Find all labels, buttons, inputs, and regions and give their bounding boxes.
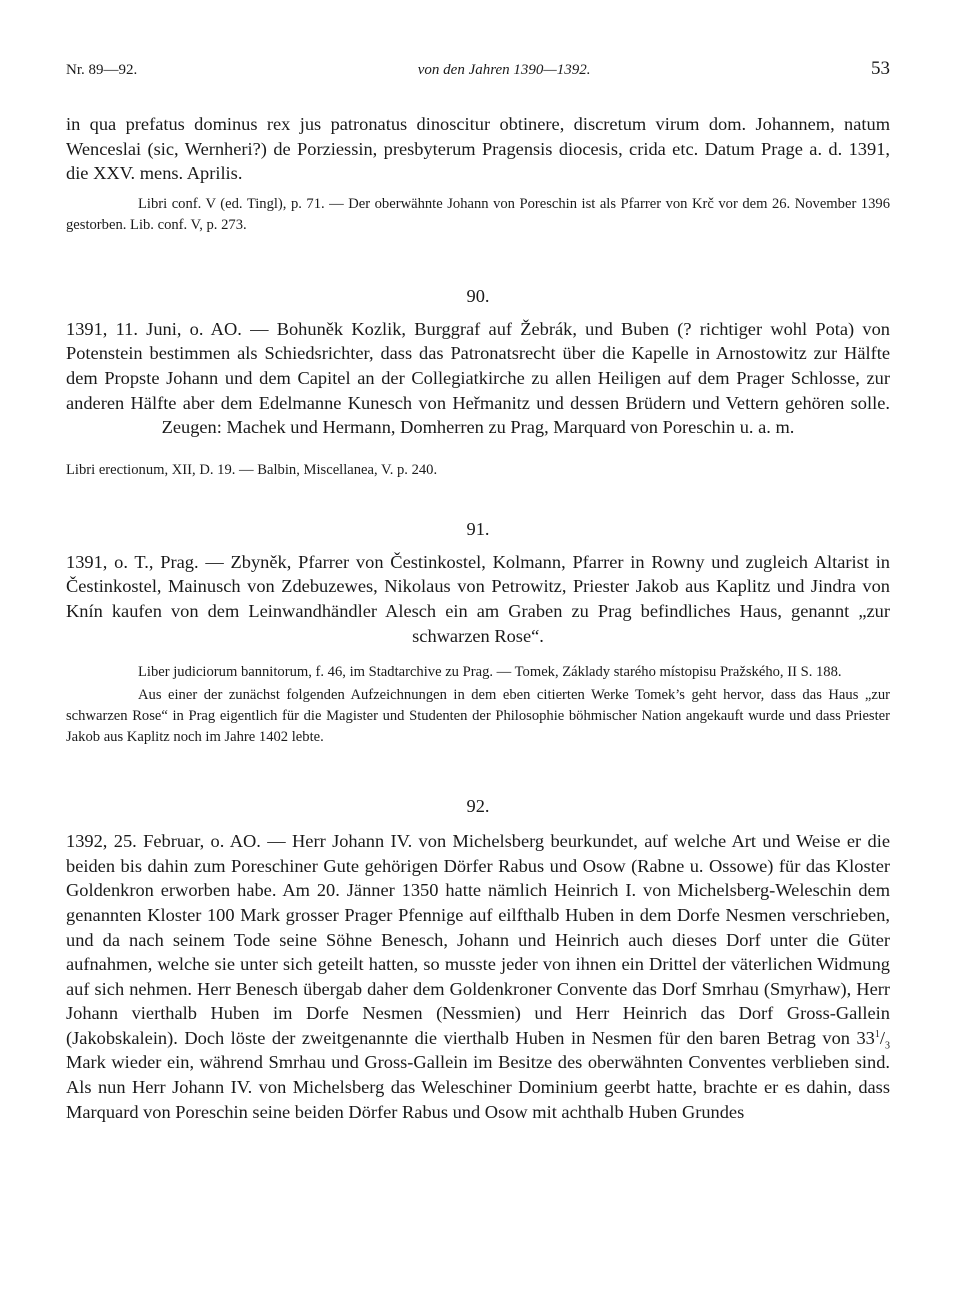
header-entry-range: Nr. 89—92. (66, 62, 138, 78)
entry-92-body-part-b: Mark wieder ein, während Smrhau und Gross-Gallein im Besitze des oberwähnten Conventes verblieben sind. Als nun Herr Johann IV. von Michelsberg das Weleschiner Dominium geerbt hatte, brachte er es dahin, dass Marquard von Poreschin seine beiden Dörfer Rabus und Osow mit achthalb Huben Grundes (66, 1052, 890, 1122)
entry-90-note: Libri erectionum, XII, D. 19. — Balbin, Miscellanea, V. p. 240. (66, 461, 438, 478)
amount-numerator: 1 (874, 1028, 880, 1040)
entry-92-number: 92. (466, 796, 490, 817)
page-number: 53 (871, 58, 890, 79)
entry-91-note-comment: Aus einer der zunächst folgenden Aufzeichnungen in dem eben citierten Werke Tomek’s geht hervor, dass das Haus „zur schwarzen Rose“ in Prag eigentlich für die Magister und Studenten der Philosophie böhmischer Nation angekauft wurde und dass Priester Jakob aus Kaplitz noch im Jahre 1402 lebte. (66, 687, 890, 746)
entry-89-body: in qua prefatus dominus rex jus patronatus dinoscitur obtinere, discretum virum dom. Johannem, natum Wenceslai (sic, Wernheri?) de Porziessin, presbyterum Pragensis diocesis, crida etc. Datum Prage a. d. 1391, die XXV. mens. Aprilis. (66, 114, 890, 184)
header-title: von den Jahren 1390—1392. (417, 62, 591, 78)
entry-91-number: 91. (466, 518, 490, 539)
document-page (66, 58, 890, 1124)
entry-90-body: 1391, 11. Juni, o. AO. — Bohuněk Kozlik, Burggraf auf Žebrák, und Buben (? richtiger wohl Pota) von Potenstein bestimmen als Schiedsrichter, dass das Patronatsrecht über die Kapelle in Arnostowitz zur Hälfte dem Propste Johann und dem Capitel an der Collegiatkirche zu allen Heiligen auf dem Prager Schlosse, zur anderen Hälfte aber dem Edelmanne Kunesch von Heřmanitz und dessen Brüdern und Vettern gehören solle. Zeugen: Machek und Hermann, Domherren zu Prag, Marquard von Poreschin u. a. m. (66, 318, 890, 438)
entry-92-body-part-a: 1392, 25. Februar, o. AO. — Herr Johann IV. von Michelsberg beurkundet, auf welche Art und Weise er die beiden bis dahin zum Poreschiner Gute gehörigen Dörfer Rabus und Osow (Rabne u. Ossowe) für das Kloster Goldenkron erworben habe. Am 20. Jänner 1350 hatte nämlich Heinrich I. von Michelsberg-Weleschin dem genannten Kloster 100 Mark grosser Prager Pfennige auf eilfthalb Huben in dem Dorfe Nesmen verschrieben, und da nach seinem Tode seine Söhne Benesch, Johann und Heinrich auch dieses Dorf unter die Güter aufnahmen, welche sie unter sich geteilt hatten, so musste jeder von ihnen ein Drittel der väterlichen Widmung auf sich nehmen. Herr Benesch übergab daher dem Goldenkroner Convente das Dorf Smrhau (Smyrhaw), Herr Johann vierthalb Huben im Dorfe Nesmen (Nessmien) und Herr Heinrich das Dorf Gross-Gallein (Jakobskalein). Doch löste der zweitgenannte die vierthalb Huben in Nesmen für den baren Betrag von (66, 831, 890, 1048)
amount-denominator: 3 (884, 1040, 890, 1052)
entry-91-note-source: Liber judiciorum bannitorum, f. 46, im Stadtarchive zu Prag. — Tomek, Základy starého místopisu Pražského, II S. 188. (138, 664, 842, 681)
entry-91-body: 1391, o. T., Prag. — Zbyněk, Pfarrer von Čestinkostel, Kolmann, Pfarrer in Rowny und zugleich Altarist in Čestinkostel, Mainusch von Zdebuzewes, Nikolaus von Petrowitz, Priester Jakob aus Kaplitz und Jindra von Knín kaufen von dem Leinwandhändler Alesch ein am Graben zu Prag befindliches Haus, genannt „zur schwarzen Rose“. (66, 551, 890, 646)
amount-whole: 33 (856, 1027, 875, 1048)
entry-92-body (66, 829, 890, 1124)
entry-92-amount: $33^1/_3$ (856, 1027, 890, 1052)
running-header (66, 58, 890, 84)
entry-89-note: Libri conf. V (ed. Tingl), p. 71. — Der oberwähnte Johann von Poreschin ist als Pfarrer von Krč vor dem 26. November 1396 gestorben. Lib. conf. V, p. 273. (66, 195, 890, 233)
entry-90-number: 90. (466, 285, 490, 306)
